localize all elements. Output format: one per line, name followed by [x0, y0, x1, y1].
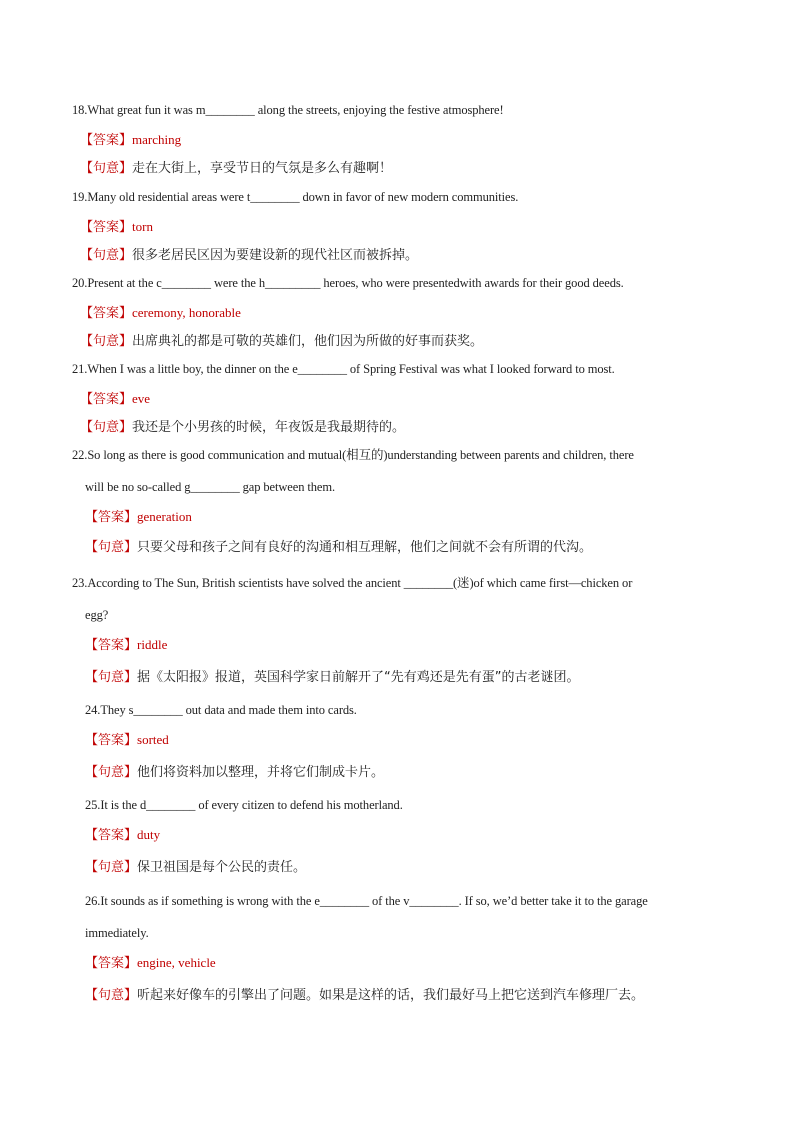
question-text: 26.It sounds as if something is wrong with the e________ of the v________. If so, we’d better take it to the garage	[85, 894, 648, 908]
meaning-value: 他们将资料加以整理，并将它们制成卡片。	[137, 765, 385, 780]
answer-value: engine, vehicle	[137, 955, 216, 970]
answer-value: generation	[137, 509, 192, 524]
answer-tag: 【答案】	[85, 510, 138, 525]
question-19	[72, 181, 732, 269]
meaning-tag: 【句意】	[85, 988, 138, 1003]
meaning-tag: 【句意】	[80, 334, 133, 349]
answer-line	[85, 726, 732, 754]
answer-tag: 【答案】	[85, 733, 138, 748]
meaning-tag: 【句意】	[85, 765, 138, 780]
answer-value: duty	[137, 827, 161, 842]
answer-value: eve	[132, 391, 151, 406]
meaning-value: 走在大街上，享受节日的气氛是多么有趣啊！	[132, 161, 393, 176]
answer-value: torn	[132, 219, 153, 234]
question-25	[72, 789, 732, 886]
answer-tag: 【答案】	[80, 133, 133, 148]
answer-line	[80, 213, 732, 241]
question-23	[72, 567, 732, 696]
question-18	[72, 94, 732, 182]
question-text: 24.They s________ out data and made them into cards.	[85, 703, 357, 717]
answer-tag: 【答案】	[85, 956, 138, 971]
question-text: 23.According to The Sun, British scientists have solved the ancient ________(迷)of which came first—chicken or	[72, 576, 633, 590]
meaning-value: 听起来好像车的引擎出了问题。如果是这样的话，我们最好马上把它送到汽车修理厂去。	[137, 988, 645, 1003]
answer-line	[85, 821, 732, 849]
meaning-line	[85, 659, 732, 696]
question-text-cont: egg?	[85, 608, 109, 622]
question-text: 21.When I was a little boy, the dinner on the e________ of Spring Festival was what I looked forward to most.	[72, 362, 615, 376]
answer-tag: 【答案】	[80, 220, 133, 235]
meaning-tag: 【句意】	[80, 248, 133, 263]
meaning-line	[80, 327, 732, 355]
meaning-tag: 【句意】	[85, 670, 138, 685]
meaning-tag: 【句意】	[85, 540, 138, 555]
answer-value: marching	[132, 132, 182, 147]
meaning-value: 保卫祖国是每个公民的责任。	[137, 860, 307, 875]
answer-line	[80, 299, 732, 327]
answer-tag: 【答案】	[80, 392, 133, 407]
question-text: 22.So long as there is good communication and mutual(相互的)understanding between parents and children, there	[72, 448, 634, 462]
meaning-tag: 【句意】	[80, 161, 133, 176]
question-22	[72, 439, 732, 564]
answer-line	[80, 126, 732, 154]
answer-tag: 【答案】	[80, 306, 133, 321]
question-text: 25.It is the d________ of every citizen to defend his motherland.	[85, 798, 403, 812]
answer-line	[85, 949, 732, 977]
question-text-cont: will be no so-called g________ gap between them.	[85, 480, 335, 494]
meaning-line	[80, 154, 732, 182]
meaning-value: 只要父母和孩子之间有良好的沟通和相互理解，他们之间就不会有所谓的代沟。	[137, 540, 593, 555]
answer-value: ceremony, honorable	[132, 305, 241, 320]
meaning-line	[80, 241, 732, 269]
question-24	[72, 694, 732, 791]
question-text: 20.Present at the c________ were the h_________ heroes, who were presentedwith awards for their good deeds.	[72, 276, 624, 290]
answer-value: sorted	[137, 732, 169, 747]
answer-tag: 【答案】	[85, 828, 138, 843]
answer-line	[80, 385, 732, 413]
meaning-value: 出席典礼的都是可敬的英雄们，他们因为所做的好事而获奖。	[132, 334, 484, 349]
meaning-line	[85, 849, 732, 886]
meaning-line	[85, 531, 732, 564]
meaning-value: 我还是个小男孩的时候，年夜饭是我最期待的。	[132, 420, 406, 435]
answer-tag: 【答案】	[85, 638, 138, 653]
answer-line	[85, 631, 732, 659]
answer-value: riddle	[137, 637, 168, 652]
question-20	[72, 267, 732, 355]
question-text: 18.What great fun it was m________ along the streets, enjoying the festive atmosphere!	[72, 103, 504, 117]
question-text: 19.Many old residential areas were t________ down in favor of new modern communities.	[72, 190, 519, 204]
meaning-line	[85, 754, 732, 791]
question-21	[72, 353, 732, 441]
question-26	[72, 885, 732, 1014]
meaning-value: 据《太阳报》报道，英国科学家日前解开了“先有鸡还是先有蛋”的古老谜团。	[137, 670, 580, 685]
meaning-line	[85, 977, 732, 1014]
meaning-tag: 【句意】	[85, 860, 138, 875]
answer-line	[85, 503, 732, 531]
meaning-value: 很多老居民区因为要建设新的现代社区而被拆掉。	[132, 248, 419, 263]
question-text-cont: immediately.	[85, 926, 149, 940]
meaning-tag: 【句意】	[80, 420, 133, 435]
meaning-line	[80, 413, 732, 441]
